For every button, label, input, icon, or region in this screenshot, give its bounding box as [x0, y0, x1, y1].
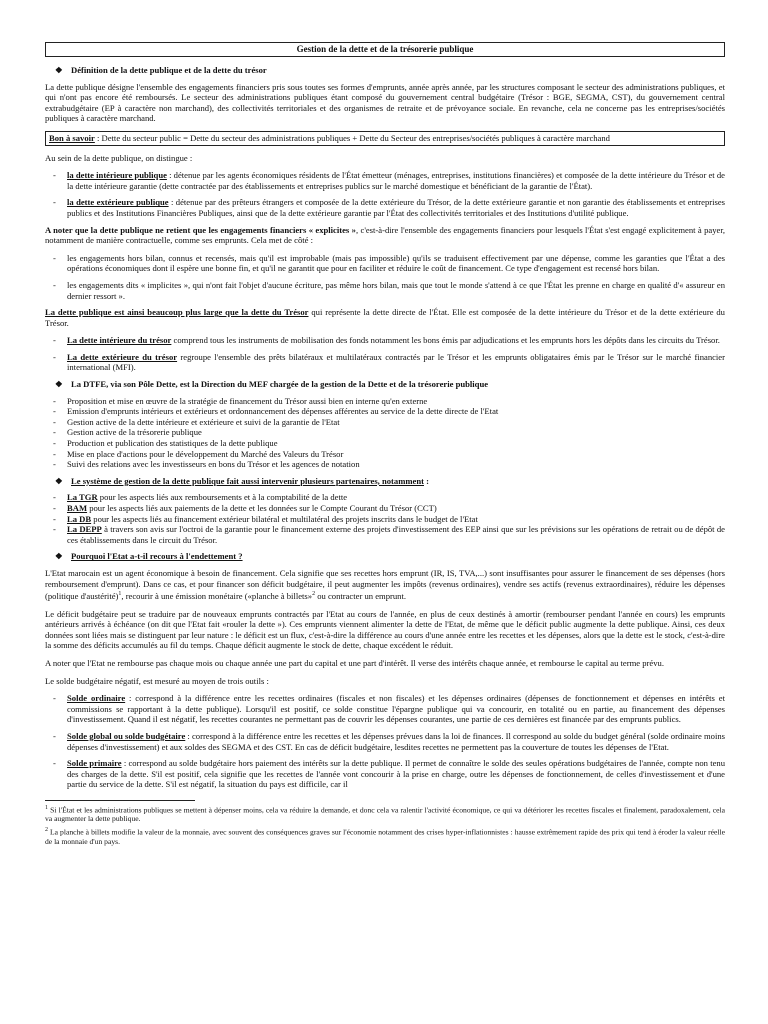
paragraph: Au sein de la dette publique, on distingue : — [45, 152, 193, 163]
paragraph: L'Etat marocain est un agent économique à besoin de financement. Cela signifie que ses recettes hors emprunt (IR, IS, TVA,...) sont insuffisantes pour assurer le financement de ses dépenses (hors remboursement d'emprunt). Dans ce cas, et pour financer son déficit budgétaire, il peut augmenter les impôts (revenus ordinaires), vendre ses actifs (revenus extraordinaires), réduire les dépenses (politique d'austérité)$^1$, recourir à une émission monétaire («planche à billets»$^2$ ou contracter un emprunt. — [45, 567, 725, 602]
paragraph: Le déficit budgétaire peut se traduire par de nouveaux emprunts contractés par l'Etat au cours de l'année, en plus de ceux destinés à amortir (rembourser pendant l'année en cours) les emprunts antérieurs arrivés à échéance (on dit que l'Etat fait «rouler la dette »). Ces emprunts viennent alimenter la dette de l'Etat, de même que le déficit public augmente la dette publique. Ainsi, ces deux données sont liées mais se distinguent par leur nature : le déficit est un flux, c'est-à-dire la différence au cours d'une année entre les recettes et les dépenses, alors que la dette est le stock, c'est-à-dire la somme des déficits accumulés au fil du temps. Chaque déficit augmente le stock de dette, chaque excédent le réduit. — [45, 608, 725, 651]
bullet-list — [45, 170, 725, 218]
section-heading-partners: ❖ Le système de gestion de la dette publique fait aussi intervenir plusieurs partenaires, notamment : — [55, 475, 429, 486]
footnote: $^1$ Si l'État et les administrations publiques se mettent à dépenser moins, cela va réduire la demande, et donc cela va ralentir l'activité économique, ce qui va détériorer les recettes fiscales et finalement, paradoxalement, cela va augmenter la dette publique. — [45, 804, 725, 824]
list-item: - les engagements hors bilan, connus et recensés, mais qu'il est improbable (mais pas impossible) qu'ils se traduisent effectivement par une dépense, comme les garanties que l'État a des opérations économiques dont il espère une bonne fin, et qu'il ne garantit que pour en faciliter et réduire le coût de financement. Ce type d'engagement est recensé hors bilan. — [45, 253, 725, 274]
bullet-list — [45, 693, 725, 790]
list-item: - La DB pour les aspects liés au financement extérieur bilatéral et multilatéral des projets inscrits dans le budget de l'Etat — [45, 514, 725, 525]
diamond-bullet-icon: ❖ — [55, 379, 63, 390]
section-heading-definition: ❖ Définition de la dette publique et de la dette du trésor — [55, 65, 267, 75]
paragraph: A noter que l'Etat ne rembourse pas chaque mois ou chaque année une part du capital et une part d'intérêt. Il verse des intérêts chaque année, et rembourse le capital au terme prévu. — [45, 657, 664, 668]
bullet-list — [45, 253, 725, 301]
diamond-bullet-icon: ❖ — [55, 475, 63, 486]
list-item: - La DEPP à travers son avis sur l'octroi de la garantie pour le financement externe des projets d'investissement des EEP ainsi que sur les prévisions sur les opérations de retrait ou de dépôt de ces établissements dans le circuit du Trésor. — [45, 524, 725, 545]
list-item: - Mise en place d'actions pour le développement du Marché des Valeurs du Trésor — [45, 449, 725, 460]
footnote-ref: 2 — [312, 591, 316, 598]
list-item: - Solde primaire : correspond au solde budgétaire hors paiement des intérêts sur la dette publique. Il permet de connaître le solde des seules opérations budgétaires de l'année, compte non tenu des charges de la dette. S'il est positif, cela signifie que les recettes de l'année vont concourir à la prise en charge, outre les dépenses de fonctionnement, de celles d'investissement et d'une partie du service de la dette. S'il est négatif, la situation du pays est difficile, car il — [45, 758, 725, 790]
section-heading-why-debt: ❖ Pourquoi l'Etat a-t-il recours à l'endettement ? — [55, 551, 243, 562]
bullet-list — [45, 492, 725, 545]
list-item: - BAM pour les aspects liés aux paiements de la dette et les données sur le Compte Courant du Trésor (CCT) — [45, 503, 725, 514]
bullet-list — [45, 396, 725, 470]
document-title: Gestion de la dette et de la trésorerie publique — [45, 42, 725, 57]
list-item: - La dette intérieure du trésor comprend tous les instruments de mobilisation des fonds notamment les bons émis par adjudications et les emprunts hors les dépôts dans les circuits du Trésor. — [45, 335, 725, 346]
list-item: - la dette extérieure publique : détenue par des prêteurs étrangers et composée de la dette extérieure du Trésor, de la dette extérieure garantie et non garantie des établissements et entreprises publics et des Institutions Financières Publiques, ainsi que de la dette extérieure garantie par l'État des collectivités territoriales et des Institutions d'utilité publique. — [45, 197, 725, 218]
list-item: - la dette intérieure publique : détenue par les agents économiques résidents de l'État émetteur (ménages, entreprises, institutions financières) et composée de la dette intérieure du Trésor et de la dette intérieure garantie (dette contractée par des établissements et entreprises publics sur le marché domestique et bénéficiant de la garantie de l'État). — [45, 170, 725, 191]
list-item: - Solde global ou solde budgétaire : correspond à la différence entre les recettes et les dépenses prévues dans la loi de finances. Il correspond au solde du budget général (solde ordinaire moins dépenses d'investissement) et aux soldes des SEGMA et des CST. En cas de déficit budgétaire, lesdites recettes ne permettent pas la couverture de toutes les dépenses de l'Etat. — [45, 731, 725, 752]
footnote: $^2$ La planche à billets modifie la valeur de la monnaie, avec souvent des conséquences graves sur l'économie notamment des crises hyper-inflationnistes : hausse extrêmement rapide des prix qui tend à éroder la valeur réelle de la monnaie d'un pays. — [45, 827, 725, 846]
list-item: - Suivi des relations avec les investisseurs en bons du Trésor et les agences de notation — [45, 459, 725, 470]
list-item: - les engagements dits « implicites », qui n'ont fait l'objet d'aucune écriture, pas même hors bilan, mais que tout le monde s'attend à ce que l'État les prenne en charge en qualité d'« assureur en dernier ressort ». — [45, 280, 725, 301]
paragraph: La dette publique désigne l'ensemble des engagements financiers pris sous toutes ses formes d'emprunts, année après année, par les structures composant le secteur des administrations publiques, et qui n'ont pas encore été remboursés. Le secteur des administrations publiques étant composé du gouvernement central budgétaire (Trésor : BGE, SEGMA, CST), du gouvernement central extrabudgétaire (EP à caractère non marchand), des collectivités territoriales et des organismes de retraite et de prévoyance sociale. En revanche, cela ne concerne pas les entreprises/sociétés publiques à caractère marchand. — [45, 81, 725, 124]
paragraph: Le solde budgétaire négatif, est mesuré au moyen de trois outils : — [45, 675, 269, 686]
list-item: - Emission d'emprunts intérieurs et extérieurs et ordonnancement des dépenses afférentes au service de la dette directe de l'Etat — [45, 406, 725, 417]
footnote-separator — [45, 800, 195, 801]
diamond-bullet-icon: ❖ — [55, 551, 63, 562]
list-item: - Production et publication des statistiques de la dette publique — [45, 438, 725, 449]
good-to-know-box: Bon à savoir : Dette du secteur public = Dette du secteur des administrations publiques + Dette du Secteur des entreprises/sociétés publiques à caractère marchand — [45, 131, 725, 146]
section-heading-dtfe: ❖ La DTFE, via son Pôle Dette, est la Direction du MEF chargée de la gestion de la Dette et de la trésorerie publique — [55, 379, 489, 390]
list-item: - Gestion active de la trésorerie publique — [45, 427, 725, 438]
diamond-bullet-icon: ❖ — [55, 65, 63, 75]
list-item: - Solde ordinaire : correspond à la différence entre les recettes ordinaires (fiscales et non fiscales) et les dépenses ordinaires (dépenses de fonctionnement et dépenses en intérêts et commissions se rapportant à la dette publique). Lorsqu'il est positif, ce solde constitue l'épargne publique qui va concourir, en totalité ou en partie, au financement des dépenses d'investissement. Quand il est négatif, les recettes courantes ne permettant pas de couvrir les dépenses courantes, une partie de ces dernières est financée par des emprunts publics. — [45, 693, 725, 725]
bullet-list — [45, 335, 725, 373]
document-page — [45, 42, 725, 849]
footnote-ref: 1 — [118, 591, 122, 598]
list-item: - La TGR pour les aspects liés aux remboursements et à la comptabilité de la dette — [45, 492, 725, 503]
list-item: - Proposition et mise en œuvre de la stratégie de financement du Trésor aussi bien en interne qu'en externe — [45, 396, 725, 407]
list-item: - Gestion active de la dette intérieure et extérieure et suivi de la garantie de l'Etat — [45, 417, 725, 428]
paragraph: A noter que la dette publique ne retient que les engagements financiers « explicites », c'est-à-dire l'ensemble des engagements financiers pour lesquels l'État s'est engagé explicitement à payer, notamment de manière contractuelle, comme ses emprunts. Cela met de côté : — [45, 224, 726, 246]
list-item: - La dette extérieure du trésor regroupe l'ensemble des prêts bilatéraux et multilatéraux contractés par le Trésor et les emprunts obligataires émis par le Trésor sur le marché financier international (MFI). — [45, 352, 725, 373]
paragraph: La dette publique est ainsi beaucoup plus large que la dette du Trésor qui représente la dette directe de l'État. Elle est composée de la dette intérieure du Trésor et de la dette extérieure du Trésor. — [45, 307, 725, 328]
